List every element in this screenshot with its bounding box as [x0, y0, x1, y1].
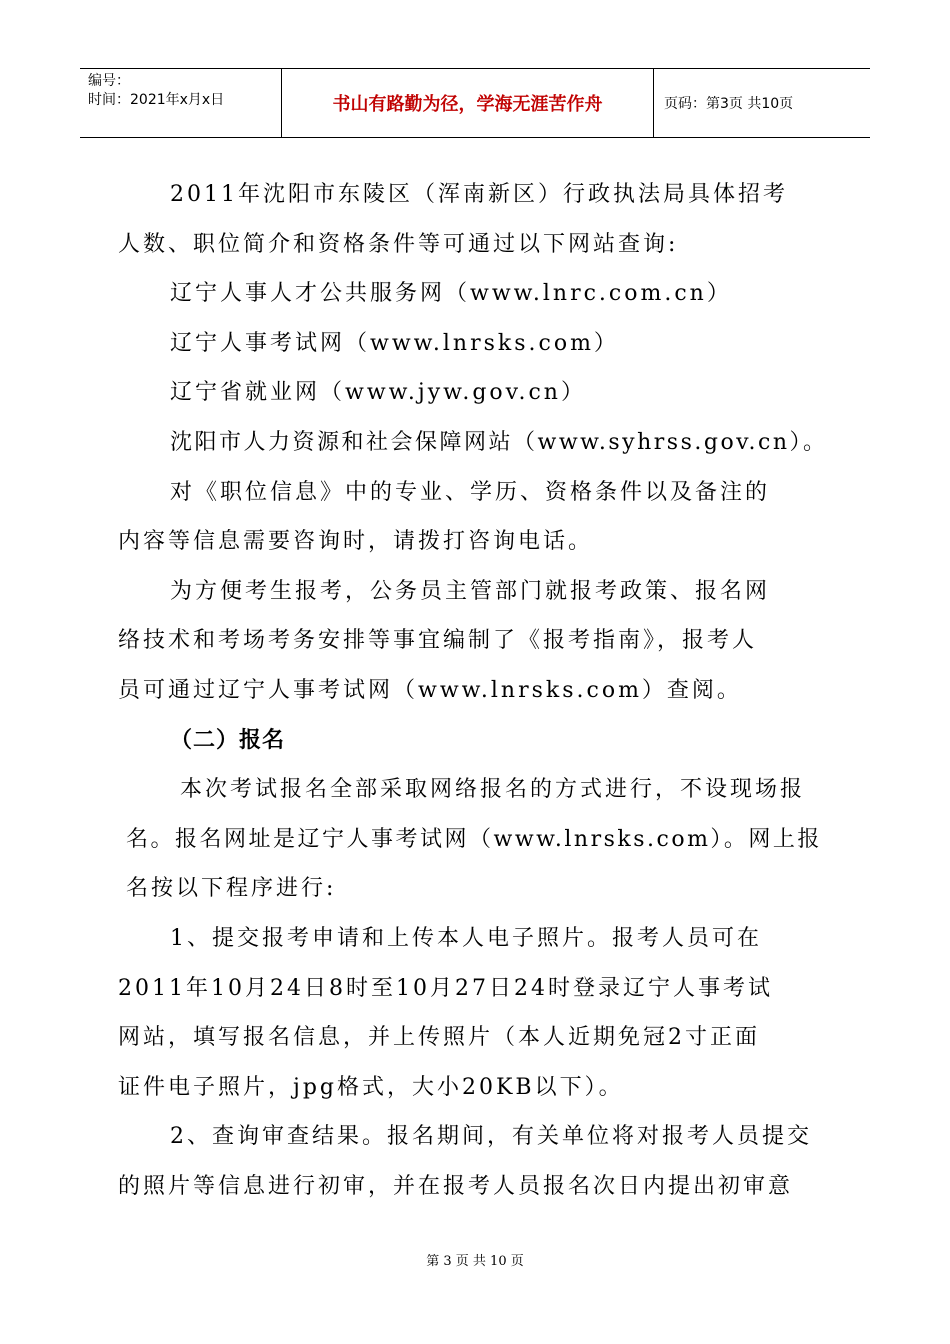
paragraph-line: 名。报名网址是辽宁人事考试网（www.lnrsks.com）。网上报: [126, 826, 822, 852]
number-label: 编号：: [88, 73, 130, 89]
header-meta: [80, 69, 282, 137]
paragraph-line: 2011年10月24日8时至10月27日24时登录辽宁人事考试: [118, 975, 773, 1001]
paragraph-line: 网站，填写报名信息，并上传照片（本人近期免冠2寸正面: [118, 1025, 760, 1051]
document-body: [118, 170, 838, 1211]
page-footer: 第 3 页 共 10 页: [426, 1254, 524, 1269]
paragraph-line: 内容等信息需要咨询时，请拨打咨询电话。: [118, 529, 594, 555]
paragraph-line: 辽宁人事考试网（www.lnrsks.com）: [170, 330, 619, 356]
header-table: [80, 68, 870, 138]
paragraph-line: 证件电子照片，jpg格式，大小20KB以下）。: [118, 1074, 624, 1100]
header-page-info: 页码：第3页 共10页: [664, 96, 794, 112]
paragraph-line: 2011年沈阳市东陵区（浑南新区）行政执法局具体招考: [170, 182, 788, 207]
paragraph-line: 络技术和考场考务安排等事宜编制了《报考指南》，报考人: [118, 628, 758, 654]
paragraph-line: 为方便考生报考，公务员主管部门就报考政策、报名网: [170, 578, 771, 604]
paragraph-line: 员可通过辽宁人事考试网（www.lnrsks.com）查阅。: [118, 677, 742, 703]
section-heading: （二）报名: [170, 727, 286, 753]
paragraph-line: 本次考试报名全部采取网络报名的方式进行，不设现场报: [180, 777, 806, 803]
paragraph-line: 的照片等信息进行初审，并在报考人员报名次日内提出初审意: [118, 1173, 794, 1199]
time-label: 时间：2021年x月x日: [88, 92, 225, 108]
paragraph-line: 辽宁人事人才公共服务网（www.lnrc.com.cn）: [170, 281, 732, 307]
paragraph-line: 辽宁省就业网（www.jyw.gov.cn）: [170, 380, 586, 406]
paragraph-line: 沈阳市人力资源和社会保障网站（www.syhrss.gov.cn）。: [170, 429, 828, 455]
paragraph-line: 1、提交报考申请和上传本人电子照片。报考人员可在: [170, 925, 762, 951]
paragraph-line: 人数、职位简介和资格条件等可通过以下网站查询:: [118, 231, 679, 257]
paragraph-line: 2、查询审查结果。报名期间，有关单位将对报考人员提交: [170, 1124, 812, 1150]
paragraph-line: 对《职位信息》中的专业、学历、资格条件以及备注的: [170, 479, 771, 505]
paragraph-line: 名按以下程序进行:: [126, 876, 337, 902]
header-motto: 书山有路勤为径，学海无涯苦作舟: [282, 69, 654, 137]
